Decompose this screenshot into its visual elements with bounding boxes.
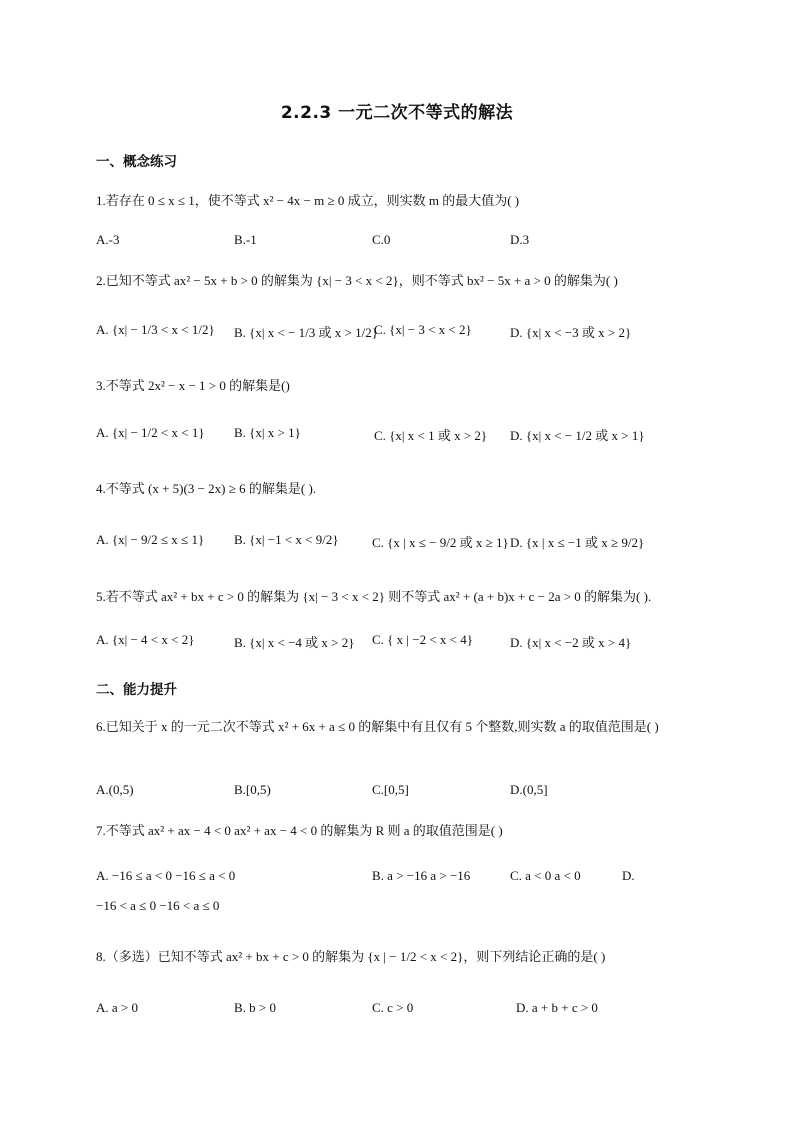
question-7-option-d-continued: −16 < a ≤ 0 −16 < a ≤ 0 bbox=[96, 898, 220, 913]
question-4-stem: 4.不等式 (x + 5)(3 − 2x) ≥ 6 的解集是( ). bbox=[96, 481, 317, 496]
question-5-option-d: D. {x| x < −2 或 x > 4} bbox=[510, 635, 632, 650]
question-3-option-a: A. {x| − 1/2 < x < 1} bbox=[96, 425, 205, 440]
question-4-option-a: A. {x| − 9/2 ≤ x ≤ 1} bbox=[96, 532, 205, 547]
question-3-option-d: D. {x| x < − 1/2 或 x > 1} bbox=[510, 428, 645, 443]
question-5-stem: 5.若不等式 ax² + bx + c > 0 的解集为 {x| − 3 < x < 2} 则不等式 ax² + (a + b)x + c − 2a > 0 的解集为( ). bbox=[96, 589, 652, 604]
question-5-option-c: C. { x | −2 < x < 4} bbox=[372, 632, 473, 647]
question-3-stem: 3.不等式 2x² − x − 1 > 0 的解集是() bbox=[96, 378, 290, 393]
document-title: 2.2.3 一元二次不等式的解法 bbox=[280, 103, 514, 123]
question-2-option-b: B. {x| x < − 1/3 或 x > 1/2} bbox=[234, 325, 378, 340]
question-8-option-a: A. a > 0 bbox=[96, 1000, 138, 1015]
question-2-option-a: A. {x| − 1/3 < x < 1/2} bbox=[96, 322, 215, 337]
question-5-option-a: A. {x| − 4 < x < 2} bbox=[96, 632, 195, 647]
section-heading-concepts: 一、概念练习 bbox=[96, 154, 177, 170]
question-6-option-d: D.(0,5] bbox=[510, 782, 548, 797]
question-7-option-c: C. a < 0 a < 0 bbox=[510, 868, 581, 883]
question-6-option-b: B.[0,5) bbox=[234, 782, 271, 797]
question-7-option-d: D. bbox=[622, 868, 635, 883]
question-6-option-c: C.[0,5] bbox=[372, 782, 409, 797]
question-7-option-b: B. a > −16 a > −16 bbox=[372, 868, 471, 883]
question-4-option-c: C. {x | x ≤ − 9/2 或 x ≥ 1} bbox=[372, 535, 509, 550]
question-3-option-c: C. {x| x < 1 或 x > 2} bbox=[374, 428, 488, 443]
question-1-option-a: A.-3 bbox=[96, 232, 120, 247]
question-7-option-a: A. −16 ≤ a < 0 −16 ≤ a < 0 bbox=[96, 868, 236, 883]
question-5-option-b: B. {x| x < −4 或 x > 2} bbox=[234, 635, 355, 650]
question-3-option-b: B. {x| x > 1} bbox=[234, 425, 301, 440]
question-6-option-a: A.(0,5) bbox=[96, 782, 134, 797]
question-8-option-c: C. c > 0 bbox=[372, 1000, 414, 1015]
question-1-option-d: D.3 bbox=[510, 232, 530, 247]
question-2-option-c: C. {x| − 3 < x < 2} bbox=[374, 322, 472, 337]
question-8-option-d: D. a + b + c > 0 bbox=[516, 1000, 598, 1015]
question-6-stem: 6.已知关于 x 的一元二次不等式 x² + 6x + a ≤ 0 的解集中有且仅有 5 个整数,则实数 a 的取值范围是( ) bbox=[96, 719, 659, 734]
question-4-option-b: B. {x| −1 < x < 9/2} bbox=[234, 532, 339, 547]
question-7-stem: 7.不等式 ax² + ax − 4 < 0 ax² + ax − 4 < 0 的解集为 R 则 a 的取值范围是( ) bbox=[96, 823, 503, 838]
section-heading-ability: 二、能力提升 bbox=[96, 682, 177, 698]
question-2-stem: 2.已知不等式 ax² − 5x + b > 0 的解集为 {x| − 3 < x < 2}，则不等式 bx² − 5x + a > 0 的解集为( ) bbox=[96, 273, 618, 288]
question-4-option-d: D. {x | x ≤ −1 或 x ≥ 9/2} bbox=[510, 535, 645, 550]
question-8-stem: 8.（多选）已知不等式 ax² + bx + c > 0 的解集为 {x | − 1/2 < x < 2}，则下列结论正确的是( ) bbox=[96, 949, 606, 964]
question-8-option-b: B. b > 0 bbox=[234, 1000, 277, 1015]
question-1-option-c: C.0 bbox=[372, 232, 391, 247]
question-2-option-d: D. {x| x < −3 或 x > 2} bbox=[510, 325, 632, 340]
question-1-option-b: B.-1 bbox=[234, 232, 257, 247]
question-1-stem: 1.若存在 0 ≤ x ≤ 1，使不等式 x² − 4x − m ≥ 0 成立，则实数 m 的最大值为( ) bbox=[96, 193, 520, 208]
